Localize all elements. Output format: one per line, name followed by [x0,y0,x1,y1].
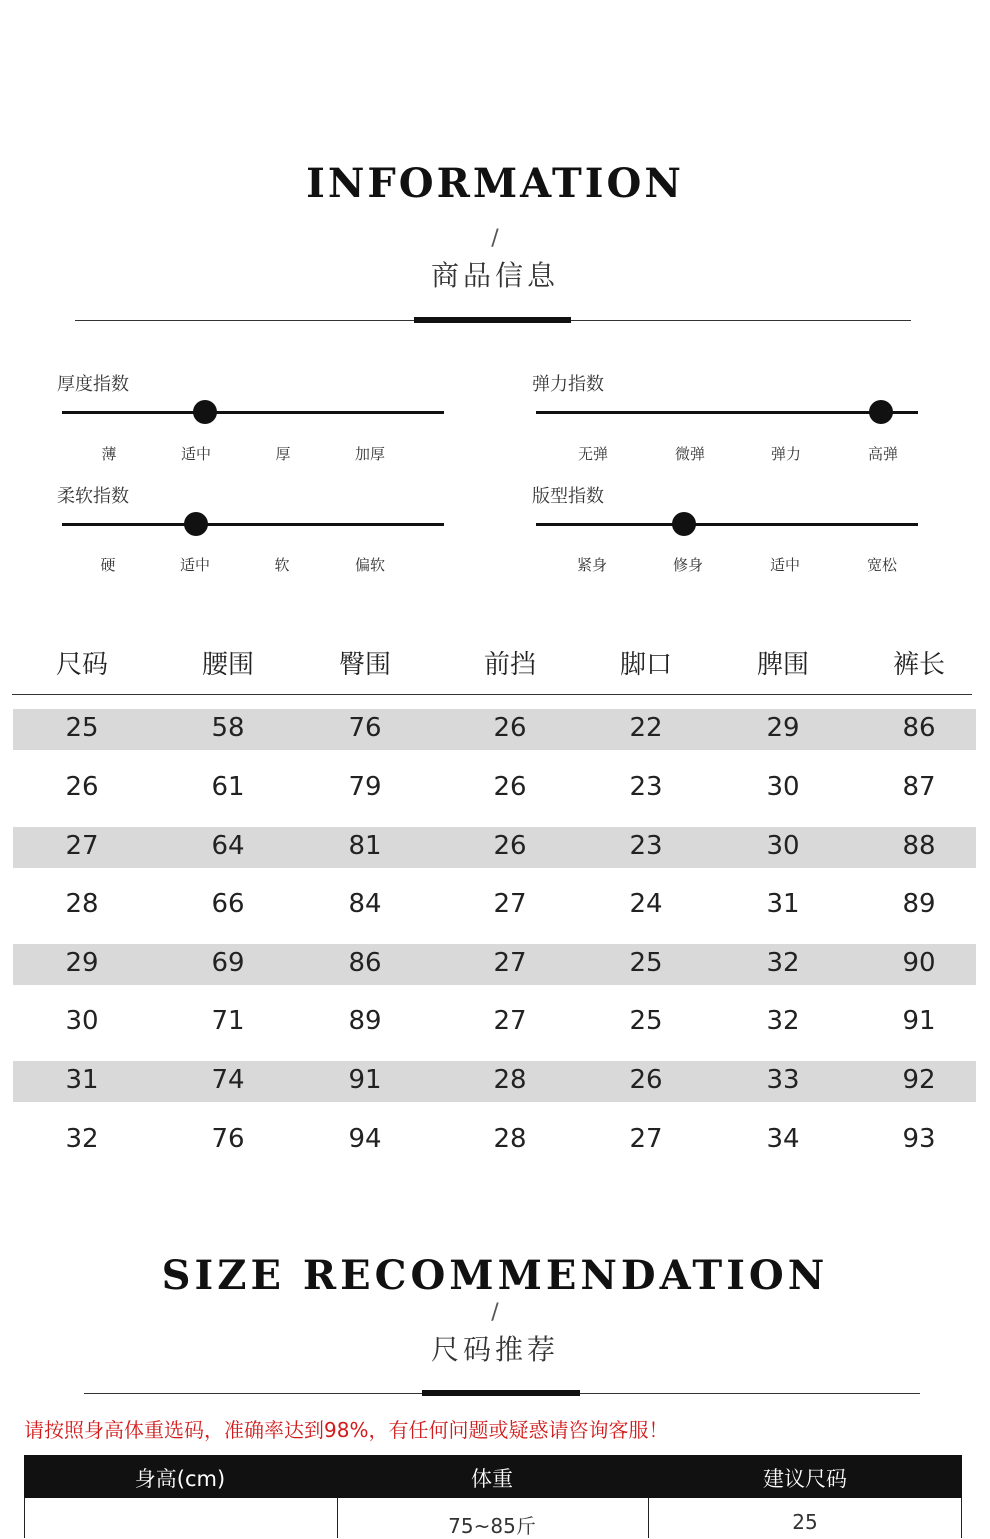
header-height: 身高(cm) [134,1467,226,1491]
table-cell: 76 [211,1124,245,1154]
table-header-cell: 腰围 [201,650,254,680]
table-cell: 86 [348,948,382,978]
index-tick-label: 薄 [101,445,117,463]
table-cell: 30 [766,772,800,802]
index-tick-label: 厚 [275,445,291,463]
table-cell: 23 [629,831,663,861]
table-cell: 94 [348,1124,382,1154]
index-marker [184,512,208,536]
table-cell: 32 [65,1124,99,1154]
table-cell: 29 [65,948,99,978]
table-header-cell: 前挡 [483,650,536,680]
index-track [62,523,444,526]
recommend-weight-cell: 75~85斤 [448,1514,536,1538]
table-cell: 30 [766,831,800,861]
index-marker [672,512,696,536]
table-header-rule [12,694,972,695]
index-tick-label: 适中 [769,556,800,574]
table-cell: 89 [348,1006,382,1036]
table-cell: 27 [493,1006,527,1036]
table-cell: 84 [348,889,382,919]
table-cell: 86 [902,713,936,743]
index-label: 柔软指数 [57,486,129,507]
table-cell: 31 [766,889,800,919]
index-track [536,411,918,414]
index-tick-label: 适中 [180,445,211,463]
table-header-cell: 脚口 [619,650,672,680]
table-cell: 28 [493,1124,527,1154]
index-track [536,523,918,526]
table-cell: 27 [629,1124,663,1154]
index-tick-label: 加厚 [354,445,385,463]
table-cell: 33 [766,1065,800,1095]
index-tick-label: 适中 [179,556,210,574]
table-cell: 71 [211,1006,245,1036]
table-cell: 58 [211,713,245,743]
table-cell: 28 [493,1065,527,1095]
table-cell: 79 [348,772,382,802]
table-cell: 88 [902,831,936,861]
index-tick-label: 微弹 [674,445,705,463]
table-cell: 91 [348,1065,382,1095]
table-cell: 26 [65,772,99,802]
table-cell: 30 [65,1006,99,1036]
table-cell: 27 [65,831,99,861]
index-label: 弹力指数 [532,374,604,395]
header-weight: 体重 [471,1467,513,1491]
table-cell: 66 [211,889,245,919]
index-tick-label: 硬 [100,556,116,574]
table-cell: 29 [766,713,800,743]
table-cell: 25 [629,1006,663,1036]
table-cell: 28 [65,889,99,919]
table-cell: 26 [493,772,527,802]
table-cell: 32 [766,1006,800,1036]
table-header-cell: 尺码 [55,650,108,680]
index-tick-label: 弹力 [770,445,801,463]
table-cell: 89 [902,889,936,919]
title-divider-slash: / [491,226,499,251]
table-cell: 92 [902,1065,936,1095]
index-tick-label: 宽松 [866,556,897,574]
table-cell: 90 [902,948,936,978]
table-cell: 26 [629,1065,663,1095]
table-cell: 76 [348,713,382,743]
index-label: 版型指数 [532,486,604,507]
size-recommendation-title-cn: 尺码推荐 [430,1333,559,1366]
table-header-cell: 脾围 [756,650,809,680]
index-marker [869,400,893,424]
index-label: 厚度指数 [57,374,129,395]
table-header-cell: 臀围 [338,650,391,680]
title-divider-slash: / [491,1300,499,1325]
table-cell: 87 [902,772,936,802]
information-title-cn: 商品信息 [430,259,559,292]
table-cell: 27 [493,889,527,919]
table-cell: 23 [629,772,663,802]
size-recommendation-title: SIZE RECOMMENDATION [161,1252,829,1299]
index-tick-label: 偏软 [354,556,385,574]
table-cell: 24 [629,889,663,919]
index-tick-label: 软 [274,556,290,574]
table-cell: 25 [629,948,663,978]
index-tick-label: 高弹 [867,445,898,463]
section-divider-accent [422,1390,580,1396]
index-tick-label: 无弹 [577,445,608,463]
table-cell: 25 [65,713,99,743]
table-cell: 27 [493,948,527,978]
size-advice-note: 请按照身高体重选码，准确率达到98%，有任何问题或疑惑请咨询客服！ [24,1418,669,1442]
index-tick-label: 紧身 [576,556,607,574]
table-cell: 93 [902,1124,936,1154]
index-marker [193,400,217,424]
table-cell: 32 [766,948,800,978]
table-cell: 81 [348,831,382,861]
table-cell: 26 [493,831,527,861]
information-title: INFORMATION [306,160,684,207]
table-cell: 74 [211,1065,245,1095]
index-track [62,411,444,414]
header-suggested-size: 建议尺码 [763,1467,847,1491]
table-cell: 34 [766,1124,800,1154]
table-cell: 91 [902,1006,936,1036]
table-cell: 22 [629,713,663,743]
table-header-cell: 裤长 [892,650,945,680]
table-cell: 26 [493,713,527,743]
table-cell: 69 [211,948,245,978]
table-cell: 64 [211,831,245,861]
index-tick-label: 修身 [672,556,703,574]
table-border [24,1498,25,1538]
table-cell: 31 [65,1065,99,1095]
table-cell: 61 [211,772,245,802]
recommend-size-cell: 25 [792,1510,818,1534]
section-divider-accent [414,317,571,323]
